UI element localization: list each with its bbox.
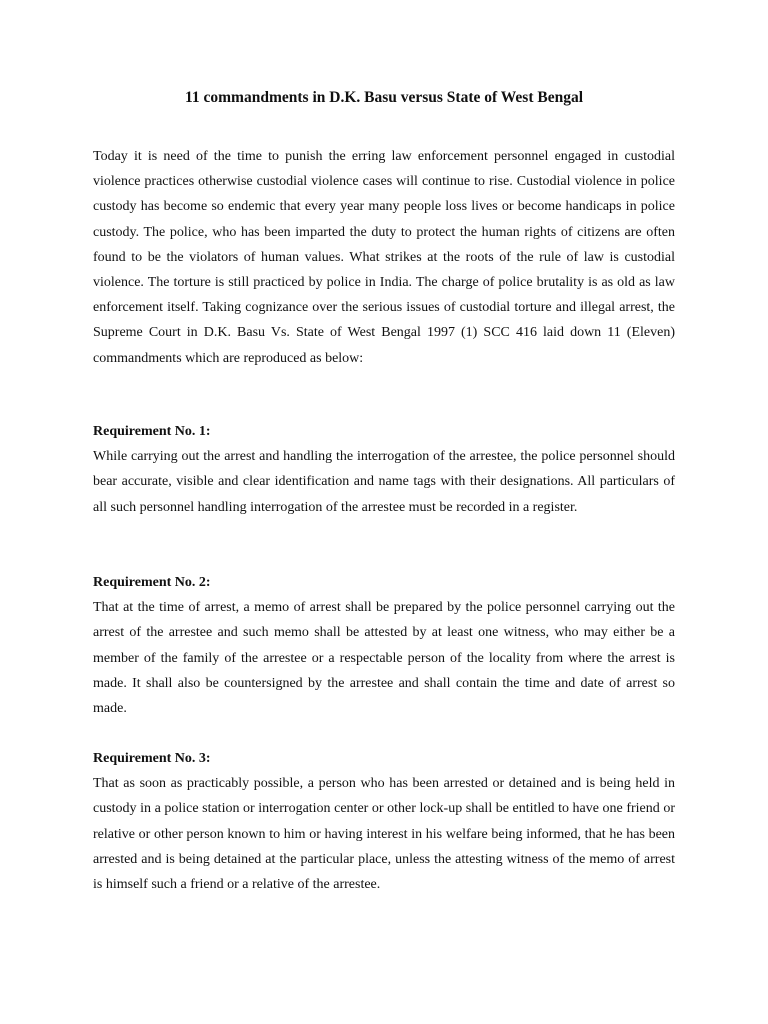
requirement-1-section	[93, 419, 675, 520]
requirement-2-heading: Requirement No. 2:	[93, 575, 211, 590]
requirement-2-section	[93, 570, 675, 721]
page-title: 11 commandments in D.K. Basu versus State of West Bengal	[185, 89, 583, 106]
intro-paragraph: Today it is need of the time to punish the erring law enforcement personnel engaged in custodial violence practices otherwise custodial violence cases will continue to rise. Custodial violence in police custody has become so endemic that every year many people loss lives or become handicaps in police custody. The police, who has been imparted the duty to protect the human rights of citizens are often found to be the violators of human values. What strikes at the roots of the rule of law is custodial violence. The torture is still practiced by police in India. The charge of police brutality is as old as law enforcement itself. Taking cognizance over the serious issues of custodial torture and illegal arrest, the Supreme Court in D.K. Basu Vs. State of West Bengal 1997 (1) SCC 416 laid down 11 (Eleven) commandments which are reproduced as below:	[93, 149, 675, 366]
requirement-2-text: That at the time of arrest, a memo of arrest shall be prepared by the police personnel carrying out the arrest of the arrestee and such memo shall be attested by at least one witness, who may either be a member of the family of the arrestee or a respectable person of the locality from where the arrest is made. It shall also be countersigned by the arrestee and shall contain the time and date of arrest so made.	[93, 600, 675, 717]
requirement-3-heading: Requirement No. 3:	[93, 751, 211, 766]
requirement-1-heading: Requirement No. 1:	[93, 424, 211, 439]
requirement-3-section	[93, 746, 675, 897]
requirement-1-text: While carrying out the arrest and handling the interrogation of the arrestee, the police personnel should bear accurate, visible and clear identification and name tags with their designations. All particulars of all such personnel handling interrogation of the arrestee must be recorded in a register.	[93, 449, 675, 515]
requirement-3-text: That as soon as practicably possible, a person who has been arrested or detained and is being held in custody in a police station or interrogation center or other lock-up shall be entitled to have one friend or relative or other person known to him or having interest in his welfare being informed, that he has been arrested and is being detained at the particular place, unless the attesting witness of the memo of arrest is himself such a friend or a relative of the arrestee.	[93, 776, 675, 893]
